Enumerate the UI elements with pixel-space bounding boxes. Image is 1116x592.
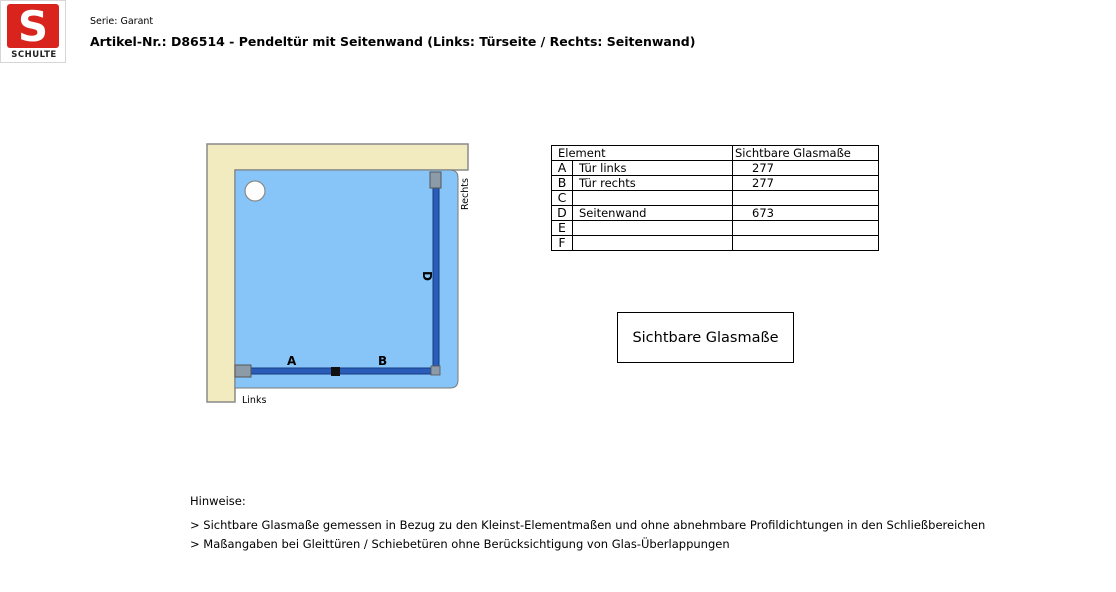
- table-row: [552, 191, 879, 206]
- label-links: Links: [242, 395, 267, 406]
- door-hinge-joint: [331, 367, 340, 376]
- row-name: Tür rechts: [573, 176, 733, 191]
- row-name: Tür links: [573, 161, 733, 176]
- table-row: [552, 206, 879, 221]
- table-row: [552, 236, 879, 251]
- row-key: A: [552, 161, 573, 176]
- shower-diagram: [200, 140, 490, 419]
- table-row: [552, 221, 879, 236]
- notes-section: [190, 494, 985, 556]
- table-row: [552, 176, 879, 191]
- row-value: [733, 191, 879, 206]
- wall-profile-right: [430, 172, 441, 188]
- column-header-glass: Sichtbare Glasmaße: [733, 146, 879, 161]
- row-value: 277: [733, 176, 879, 191]
- label-rechts: Rechts: [460, 178, 471, 210]
- door-profile-ab: [250, 368, 437, 374]
- glass-dimensions-button[interactable]: Sichtbare Glasmaße: [617, 312, 794, 363]
- corner-connector: [431, 366, 440, 375]
- table-row: [552, 161, 879, 176]
- glass-dimensions-table: [551, 145, 879, 251]
- logo-brand-text: SCHULTE: [11, 50, 57, 60]
- row-name: [573, 191, 733, 206]
- schulte-logo: [0, 0, 66, 63]
- note-item: > Sichtbare Glasmaße gemessen in Bezug zu den Kleinst-Elementmaßen und ohne abnehmbare Profildichtungen in den Schließbereichen: [190, 518, 986, 532]
- row-value: [733, 221, 879, 236]
- row-name: [573, 221, 733, 236]
- label-a: A: [287, 354, 297, 368]
- row-key: B: [552, 176, 573, 191]
- row-key: C: [552, 191, 573, 206]
- row-key: E: [552, 221, 573, 236]
- row-key: D: [552, 206, 573, 221]
- row-name: [573, 236, 733, 251]
- wall-profile-left: [235, 365, 251, 377]
- table-header-row: [552, 146, 879, 161]
- row-name: Seitenwand: [573, 206, 733, 221]
- article-title: Artikel-Nr.: D86514 - Pendeltür mit Seitenwand (Links: Türseite / Rechts: Seitenwand): [90, 34, 696, 49]
- label-d: D: [420, 271, 434, 281]
- svg-text:S: S: [17, 4, 49, 48]
- row-key: F: [552, 236, 573, 251]
- row-value: [733, 236, 879, 251]
- note-item: > Maßangaben bei Gleittüren / Schiebetüren ohne Berücksichtigung von Glas-Überlappungen: [190, 537, 730, 551]
- row-value: 673: [733, 206, 879, 221]
- row-value: 277: [733, 161, 879, 176]
- label-b: B: [378, 354, 388, 368]
- column-header-element: Element: [552, 146, 733, 161]
- drain-icon: [245, 181, 265, 201]
- notes-heading: Hinweise:: [190, 494, 246, 508]
- logo-s-mark: [7, 4, 59, 48]
- serie-label: Serie: Garant: [90, 16, 154, 27]
